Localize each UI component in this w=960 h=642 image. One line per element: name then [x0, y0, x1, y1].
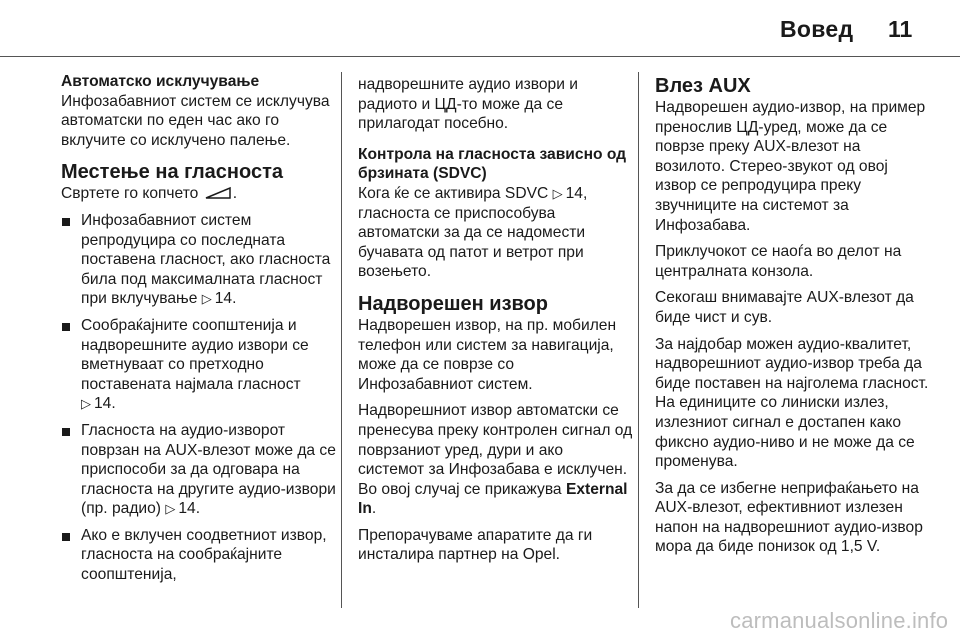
- column-divider-1: [341, 72, 342, 608]
- reference-arrow-icon: ▷: [165, 501, 176, 517]
- page-ref[interactable]: ▷ 14.: [165, 500, 201, 518]
- paragraph-auto-off: Инфозабавниот систем се исклучува автоматски по еден час ако го вклучите со исклучено палење.: [61, 92, 330, 149]
- list-item: [61, 421, 336, 519]
- heading-aux-input: Влез AUX: [655, 75, 751, 97]
- reference-arrow-icon: ▷: [552, 185, 563, 201]
- paragraph-volume-end: .: [232, 185, 238, 203]
- list-item-text: Сообраќајните соопштенија и надворешните аудио извори се вметнуваат со претходно поставената најмала гласност: [81, 316, 309, 393]
- column-1: [61, 72, 336, 592]
- volume-knob-icon: [203, 186, 233, 200]
- reference-arrow-icon: ▷: [81, 396, 91, 412]
- header-divider: [0, 56, 960, 57]
- paragraph-aux-2: Приклучокот се наоѓа во делот на централната конзола.: [655, 243, 902, 280]
- paragraph-sdvc: Кога ќе се активира SDVC ▷ 14, гласноста се приспособува автоматски за да се надомести бучавата од патот и ветрот при возењето.: [358, 184, 588, 281]
- paragraph-volume-text: Свртете го копчето: [61, 185, 199, 203]
- bullet-icon: [62, 323, 70, 331]
- column-divider-2: [638, 72, 639, 608]
- list-item: [61, 316, 336, 414]
- watermark: carmanualsonline.info: [730, 608, 949, 633]
- bullet-icon: [62, 428, 70, 436]
- paragraph-aux-3: Секогаш внимавајте AUX-влезот да биде чист и сув.: [655, 289, 914, 326]
- paragraph-aux-4: За најдобар можен аудио-квалитет, надворешниот аудио-извор треба да биде поставен на најголема гласност. На единиците со линиски излез, излезниот сигнал е достапен како фиксно аудио-ниво и не може да се променува.: [655, 335, 929, 471]
- volume-list: [61, 211, 336, 585]
- paragraph-aux-1: Надворешен аудио-извор, на пример пренослив ЦД-уред, може да се поврзе преку AUX-влезот на возилото. Стерео-звукот од овој извор се репродуцира преку звучниците на системот за Инфозабава.: [655, 99, 926, 234]
- page-ref[interactable]: ▷ 14,: [552, 184, 588, 202]
- heading-external-source: Надворешен извор: [358, 292, 548, 315]
- bullet-icon: [62, 218, 70, 226]
- paragraph-aux-5: За да се избегне неприфаќањето на AUX-влезот, ефективниот излезен напон на надворешниот аудио-извор мора да биде понизок од 1,5 V.: [655, 479, 923, 556]
- column-3: [655, 75, 930, 564]
- list-item-text: Гласноста на аудио-изворот поврзан на AUX-влезот може да се приспособи за да одговара на гласноста на другите аудио-извори (пр. радио): [81, 421, 336, 518]
- page-ref[interactable]: ▷ 14.: [201, 290, 237, 308]
- paragraph-external-3: Препорачуваме апаратите да ги инсталира партнер на Opel.: [358, 526, 593, 564]
- column-2: [358, 75, 633, 572]
- list-item: [61, 211, 336, 309]
- list-item: [61, 526, 336, 585]
- heading-volume: Местење на гласноста: [61, 161, 283, 184]
- page-ref[interactable]: ▷ 14.: [81, 395, 116, 413]
- display-text-external-in: External In: [358, 480, 628, 518]
- paragraph-volume: [61, 184, 336, 204]
- paragraph-external-2: Надворешниот извор автоматски се пренесува преку контролен сигнал од поврзаниот уред, дури и ако системот за Инфозабава е исклучен. Во овој случај се прикажува External In.: [358, 402, 633, 518]
- heading-sdvc: Контрола на гласноста зависно од брзината (SDVC): [358, 145, 627, 183]
- page-section-title: Вовед: [780, 16, 854, 42]
- paragraph-external-1: Надворешен извор, на пр. мобилен телефон или систем за навигација, може да се поврзе со Инфозабавниот систем.: [358, 316, 617, 393]
- page-number: 11: [888, 16, 913, 42]
- heading-auto-off: Автоматско исклучување: [61, 73, 260, 90]
- list-item-text: Ако е вклучен соодветниот извор, гласноста на сообраќајните соопштенија,: [81, 526, 327, 584]
- bullet-icon: [62, 533, 70, 541]
- reference-arrow-icon: ▷: [201, 291, 212, 307]
- paragraph-continued: надворешните аудио извори и радиото и ЦД-то може да се прилагодат посебно.: [358, 76, 578, 133]
- list-item-text: Инфозабавниот систем репродуцира со последната поставена гласност, ако гласноста била под максималната гласност при вклучување: [81, 211, 331, 308]
